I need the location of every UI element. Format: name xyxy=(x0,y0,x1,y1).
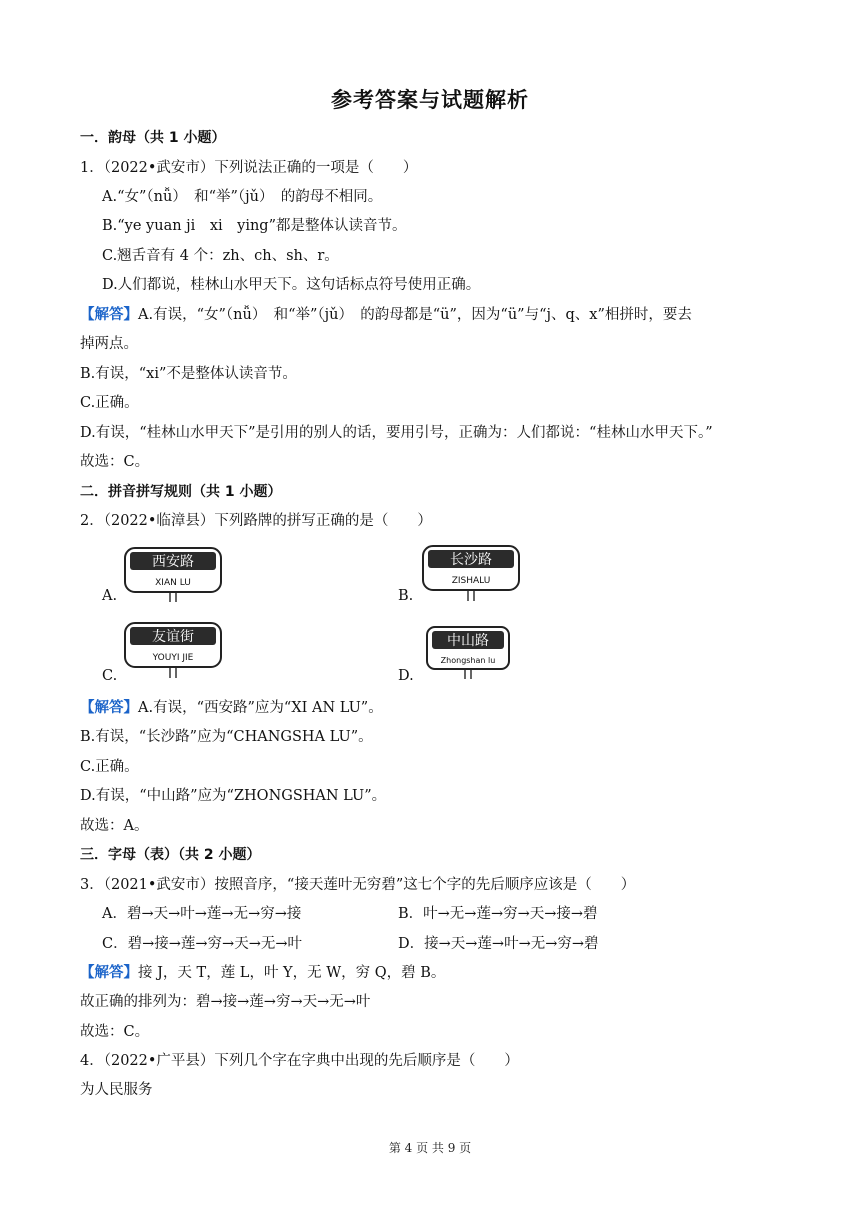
answer-tag: 【解答】 xyxy=(80,307,138,323)
sign-d-chinese: 中山路 xyxy=(447,633,489,649)
section-heading-3: 三．字母（表）（共 2 小题） xyxy=(80,847,261,863)
question-2-explain-b: B.有误，“长沙路”应为“CHANGSHA LU”。 xyxy=(80,729,373,745)
sign-d-pinyin: Zhongshan lu xyxy=(440,656,496,665)
question-1-answer xyxy=(80,305,692,325)
question-1-choice: 故选：C。 xyxy=(80,454,150,470)
question-3-option-a: A．碧→天→叶→莲→无→穷→接 xyxy=(102,906,302,922)
section-heading-1: 一．韵母（共 1 小题） xyxy=(80,130,226,146)
question-3-explain: 故正确的排列为：碧→接→莲→穷→天→无→叶 xyxy=(80,994,371,1010)
question-1-option-a: A.“女”（nǚ） 和“举”（jǔ） 的韵母不相同。 xyxy=(102,189,383,205)
page-footer: 第 4 页 共 9 页 xyxy=(388,1141,472,1155)
sign-c-pinyin: YOUYI JIE xyxy=(152,653,194,663)
section-heading-2: 二．拼音拼写规则（共 1 小题） xyxy=(80,484,282,500)
question-4-line: 为人民服务 xyxy=(80,1082,153,1098)
answer-text: A.有误，“女”（nǚ） 和“举”（jǔ） 的韵母都是“ü”，因为“ü”与“j、q、x”相拼时，要去 xyxy=(138,307,692,323)
option-label-a: A. xyxy=(102,588,118,604)
question-1-explain-c: C.正确。 xyxy=(80,395,139,411)
question-1-option-b: B.“ye yuan ji xi ying”都是整体认读音节。 xyxy=(102,218,407,234)
answer-text: A.有误，“西安路”应为“XI AN LU”。 xyxy=(138,700,383,716)
sign-a-pinyin: XIAN LU xyxy=(155,578,191,588)
question-1-answer-cont: 掉两点。 xyxy=(80,336,138,352)
question-1-explain-d: D.有误，“桂林山水甲天下”是引用的别人的话，要用引号，正确为：人们都说：“桂林山水甲天下。” xyxy=(80,425,713,441)
road-sign-c xyxy=(124,620,222,682)
option-label-d: D. xyxy=(398,668,414,684)
question-3-answer xyxy=(80,963,445,983)
road-sign-d xyxy=(426,624,510,682)
question-3-stem: 3．（2021•武安市）按照音序，“接天莲叶无穷碧”这七个字的先后顺序应该是（ ） xyxy=(80,877,636,893)
question-2-answer xyxy=(80,698,383,718)
road-sign-a xyxy=(124,544,222,606)
question-1-option-d: D.人们都说，桂林山水甲天下。这句话标点符号使用正确。 xyxy=(102,277,481,293)
option-label-c: C. xyxy=(102,668,118,684)
question-2-choice: 故选：A。 xyxy=(80,818,149,834)
sign-b-chinese: 长沙路 xyxy=(450,552,492,568)
sign-b-pinyin: ZISHALU xyxy=(451,576,491,586)
road-sign-b xyxy=(422,543,520,605)
sign-a-chinese: 西安路 xyxy=(152,554,194,570)
answer-text: 接 J，天 T，莲 L，叶 Y，无 W，穷 Q，碧 B。 xyxy=(138,965,446,981)
question-3-choice: 故选：C。 xyxy=(80,1024,150,1040)
question-2-explain-c: C.正确。 xyxy=(80,759,139,775)
question-1-option-c: C.翘舌音有 4 个：zh、ch、sh、r。 xyxy=(102,248,339,264)
answer-tag: 【解答】 xyxy=(80,700,138,716)
question-3-option-d: D．接→天→莲→叶→无→穷→碧 xyxy=(398,936,599,952)
question-1-explain-b: B.有误，“xi”不是整体认读音节。 xyxy=(80,366,297,382)
sign-c-chinese: 友谊街 xyxy=(152,629,194,645)
question-2-stem: 2．（2022•临漳县）下列路牌的拼写正确的是（ ） xyxy=(80,513,432,529)
question-2-explain-d: D.有误，“中山路”应为“ZHONGSHAN LU”。 xyxy=(80,788,387,804)
question-1-stem: 1．（2022•武安市）下列说法正确的一项是（ ） xyxy=(80,160,418,176)
answer-tag: 【解答】 xyxy=(80,965,138,981)
question-3-option-b: B．叶→无→莲→穷→天→接→碧 xyxy=(398,906,598,922)
option-label-b: B. xyxy=(398,588,414,604)
question-3-option-c: C．碧→接→莲→穷→天→无→叶 xyxy=(102,936,302,952)
page-title: 参考答案与试题解析 xyxy=(331,88,529,112)
question-4-stem: 4．（2022•广平县）下列几个字在字典中出现的先后顺序是（ ） xyxy=(80,1053,519,1069)
